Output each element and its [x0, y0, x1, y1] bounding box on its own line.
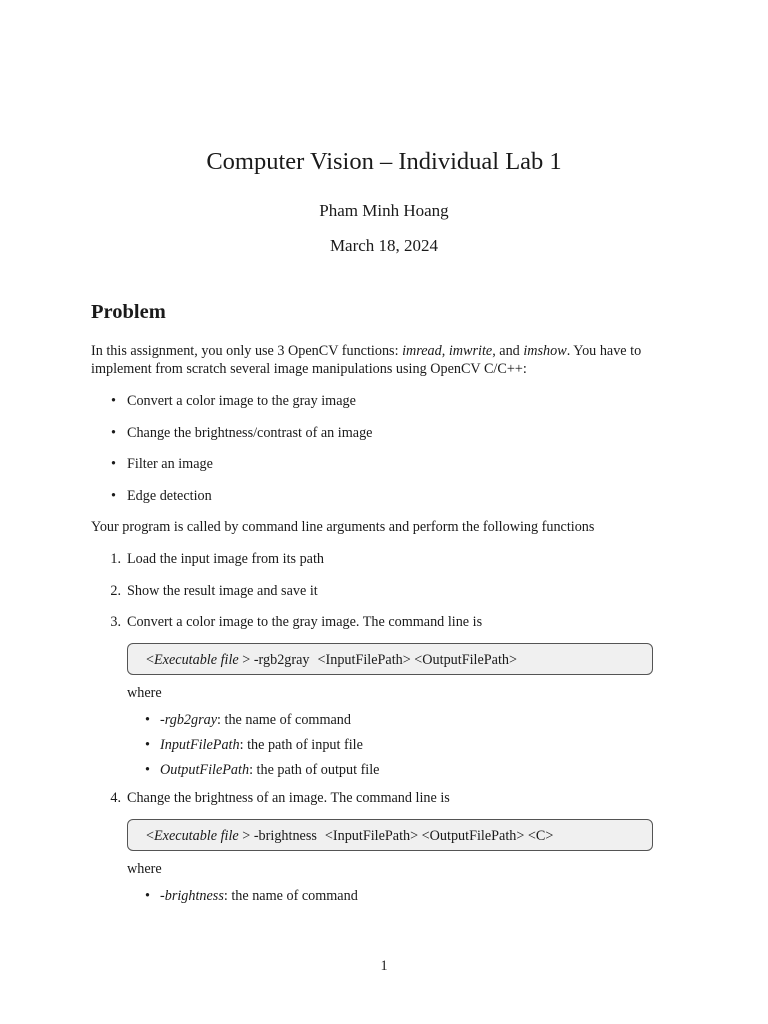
step-item	[91, 550, 681, 568]
document-title: Computer Vision – Individual Lab 1	[206, 148, 562, 175]
command-box	[127, 643, 653, 675]
where-label: where	[127, 861, 162, 877]
task-bullet-item: • Change the brightness/contrast of an image	[91, 424, 681, 442]
definition-item	[127, 761, 681, 779]
command-bracket: >	[238, 652, 251, 668]
intro-paragraph	[91, 342, 681, 378]
step-number: 1.	[110, 551, 121, 567]
definition-item	[127, 887, 681, 905]
command-executable: Executable file	[154, 828, 239, 844]
task-bullet-item: • Convert a color image to the gray image	[91, 392, 681, 410]
step-number: 3.	[110, 614, 121, 630]
page-number: 1	[380, 958, 388, 974]
step-item	[91, 613, 681, 779]
where-label: where	[127, 685, 162, 701]
step-text: Convert a color image to the gray image. The command line is	[127, 614, 483, 630]
command-bracket: <	[146, 652, 155, 668]
intro-separator: , and	[492, 343, 524, 359]
step-text: Show the result image and save it	[127, 582, 318, 599]
command-bracket: <	[146, 828, 155, 844]
section-heading: Problem	[91, 301, 166, 323]
step-text: Load the input image from its path	[127, 551, 325, 567]
function-name: imread	[402, 343, 442, 359]
command-box	[127, 819, 653, 851]
document-date: March 18, 2024	[329, 236, 439, 255]
command-flag: -brightness	[250, 828, 317, 844]
command-args: <InputFilePath> <OutputFilePath>	[317, 652, 518, 668]
lead-in-paragraph: Your program is called by command line arguments and perform the following functions	[91, 519, 595, 535]
definition-list	[127, 711, 681, 779]
command-executable: Executable file	[154, 652, 239, 668]
definition-desc: : the name of command	[217, 712, 351, 728]
definition-term: -brightness	[160, 888, 224, 904]
intro-text: . You have to implement from scratch several image manipulations using OpenCV C/C++:	[91, 343, 642, 377]
step-number: 2.	[110, 582, 121, 599]
definition-desc: : the path of input file	[239, 737, 363, 753]
task-bullet-list	[91, 392, 681, 505]
step-number: 4.	[110, 790, 121, 806]
intro-text: In this assignment, you only use 3 OpenCV functions:	[91, 343, 403, 359]
steps-list	[91, 550, 681, 905]
command-flag: -rgb2gray	[250, 652, 310, 668]
step-text: Change the brightness of an image. The command line is	[127, 790, 450, 806]
definition-term: InputFilePath	[160, 737, 240, 753]
definition-item	[127, 711, 681, 729]
definition-term: OutputFilePath	[160, 762, 250, 778]
step-item	[91, 789, 681, 905]
definition-term: -rgb2gray	[160, 712, 218, 728]
document-body	[91, 298, 681, 915]
definition-desc: : the name of command	[223, 888, 358, 904]
task-bullet-item: • Filter an image	[91, 455, 681, 473]
definition-desc: : the path of output file	[249, 762, 380, 778]
task-bullet-item: • Edge detection	[91, 487, 681, 505]
definition-item	[127, 736, 681, 754]
command-args: <InputFilePath> <OutputFilePath> <C>	[324, 828, 554, 844]
command-bracket: >	[238, 828, 251, 844]
definition-list	[127, 887, 681, 905]
step-item	[91, 582, 681, 600]
function-name: imshow	[523, 343, 567, 359]
function-name: imwrite	[448, 343, 493, 359]
intro-separator: ,	[441, 343, 449, 359]
document-author: Pham Minh Hoang	[319, 201, 449, 220]
